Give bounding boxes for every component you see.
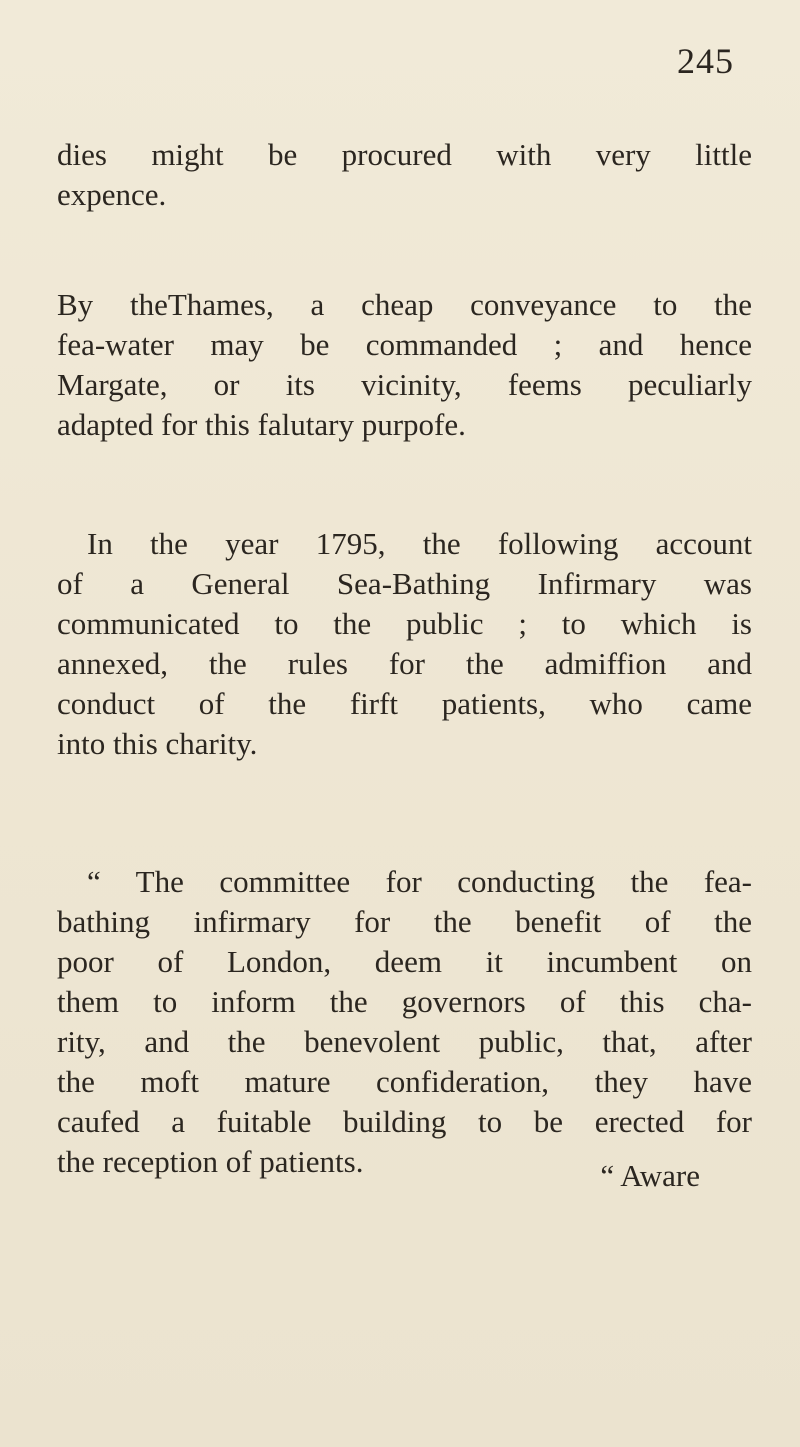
text-line: dies might be procured with very little [57,137,752,172]
catchword: “ Aware [600,1158,700,1193]
text-line: caufed a fuitable building to be erected for [57,1104,752,1139]
text-line: By theThames, a cheap conveyance to the [57,287,752,322]
text-line: the reception of patients. [57,1144,364,1179]
text-line: annexed, the rules for the admiffion and [57,646,752,681]
paragraph-2 [57,285,752,445]
text-line: In the year 1795, the following account [87,526,752,561]
text-line: of a General Sea-Bathing Infirmary was [57,566,752,601]
paragraph-4 [57,862,752,1182]
text-line: communicated to the public ; to which is [57,606,752,641]
paragraph-3 [57,524,752,764]
text-line: bathing infirmary for the benefit of the [57,904,752,939]
text-line: “ The committee for conducting the fea- [87,864,752,899]
text-line: Margate, or its vicinity, feems peculiarly [57,367,752,402]
text-line: the moft mature confideration, they have [57,1064,752,1099]
page-number: 245 [677,41,734,81]
text-line: them to inform the governors of this cha- [57,984,752,1019]
text-line: fea-water may be commanded ; and hence [57,327,752,362]
text-line: adapted for this falutary purpofe. [57,407,466,442]
paragraph-1 [57,135,752,215]
text-line: poor of London, deem it incumbent on [57,944,752,979]
text-line: conduct of the firft patients, who came [57,686,752,721]
text-line: into this charity. [57,726,258,761]
text-line: expence. [57,177,167,212]
text-line: rity, and the benevolent public, that, after [57,1024,752,1059]
